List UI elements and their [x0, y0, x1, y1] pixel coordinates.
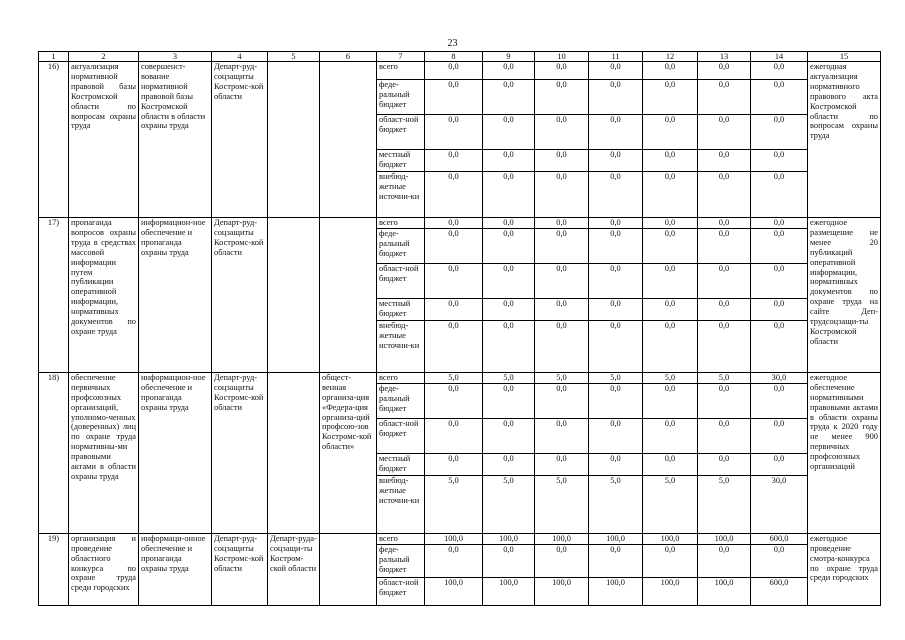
funding-value: 0,0	[751, 150, 808, 172]
column-number: 7	[377, 52, 425, 62]
funding-value: 0,0	[425, 115, 483, 150]
funding-value: 0,0	[483, 263, 535, 298]
funding-value: 0,0	[698, 298, 751, 320]
funding-value: 5,0	[698, 475, 751, 533]
funding-value: 100,0	[535, 533, 589, 544]
funding-value: 0,0	[589, 228, 643, 263]
funding-row	[39, 62, 881, 80]
measure-name: организация и проведение областного конкурса по охране труда среди городских	[69, 533, 139, 605]
funding-value: 0,0	[698, 62, 751, 80]
measure-name: актуализация нормативной правовой базы Костромской области по вопросам охраны труда	[69, 62, 139, 218]
funding-value: 0,0	[535, 115, 589, 150]
funding-value: 0,0	[483, 453, 535, 475]
funding-source: област-ной бюджет	[377, 115, 425, 150]
measure-content: совершенст-вование нормативной правовой базы Костромской области в области охраны труда	[139, 62, 212, 218]
measure-content: информаци-онное обеспечение и пропаганда охраны труда	[139, 533, 212, 605]
column-number: 11	[589, 52, 643, 62]
funding-source: всего	[377, 533, 425, 544]
funding-value: 5,0	[589, 372, 643, 383]
funding-value: 0,0	[425, 383, 483, 418]
funding-source: област-ной бюджет	[377, 418, 425, 453]
funding-value: 0,0	[589, 80, 643, 115]
funding-value: 0,0	[589, 62, 643, 80]
funding-value: 0,0	[698, 418, 751, 453]
funding-value: 0,0	[751, 62, 808, 80]
funding-value: 0,0	[751, 115, 808, 150]
measure-number: 19)	[39, 533, 69, 605]
funding-value: 0,0	[535, 544, 589, 577]
column-number: 8	[425, 52, 483, 62]
funding-value: 5,0	[425, 475, 483, 533]
funding-value: 0,0	[698, 263, 751, 298]
funding-value: 0,0	[643, 320, 698, 372]
funding-source: внебюд-жетные источни-ки	[377, 172, 425, 218]
measure-participant: общест-венная организа-ция «Федера-ция организа-ций профсою-зов Костромс-кой области»	[320, 372, 377, 533]
funding-value: 0,0	[535, 453, 589, 475]
funding-value: 0,0	[425, 80, 483, 115]
funding-value: 0,0	[535, 172, 589, 218]
funding-value: 0,0	[425, 62, 483, 80]
funding-value: 5,0	[483, 475, 535, 533]
funding-value: 0,0	[483, 298, 535, 320]
funding-value: 100,0	[535, 577, 589, 605]
measure-result: ежегодное размещение не менее 20 публикаций оперативной информации, нормативных документов по охране труда на сайте Деп-трудсоцзащи-ты Костромской области	[808, 218, 881, 373]
funding-row	[39, 533, 881, 544]
funding-value: 100,0	[643, 533, 698, 544]
funding-value: 0,0	[698, 453, 751, 475]
funding-source: област-ной бюджет	[377, 577, 425, 605]
funding-value: 0,0	[535, 383, 589, 418]
funding-source: всего	[377, 62, 425, 80]
funding-source: феде-ральный бюджет	[377, 544, 425, 577]
funding-value: 5,0	[589, 475, 643, 533]
funding-value: 0,0	[483, 115, 535, 150]
funding-source: феде-ральный бюджет	[377, 228, 425, 263]
funding-source: местный бюджет	[377, 150, 425, 172]
funding-value: 0,0	[698, 115, 751, 150]
funding-row	[39, 218, 881, 229]
funding-value: 0,0	[535, 228, 589, 263]
funding-value: 100,0	[483, 533, 535, 544]
column-number: 6	[320, 52, 377, 62]
column-number: 1	[39, 52, 69, 62]
funding-value: 0,0	[698, 320, 751, 372]
measure-coexecutor	[268, 372, 320, 533]
funding-value: 0,0	[589, 150, 643, 172]
funding-value: 5,0	[483, 372, 535, 383]
funding-value: 0,0	[698, 218, 751, 229]
funding-value: 0,0	[483, 320, 535, 372]
funding-value: 0,0	[751, 453, 808, 475]
funding-value: 100,0	[425, 577, 483, 605]
column-number: 5	[268, 52, 320, 62]
funding-value: 0,0	[698, 80, 751, 115]
measure-result: ежегодное обеспечение нормативными правовыми актами в области охраны труда к 2020 году не менее 900 первичных профсоюзных организаций	[808, 372, 881, 533]
measure-content: информацион-ное обеспечение и пропаганда охраны труда	[139, 372, 212, 533]
funding-value: 0,0	[643, 218, 698, 229]
funding-value: 0,0	[751, 418, 808, 453]
funding-value: 0,0	[698, 150, 751, 172]
funding-value: 0,0	[751, 172, 808, 218]
measure-executor: Департ-руд-соцзащиты Костромс-кой области	[212, 218, 268, 373]
funding-value: 0,0	[643, 453, 698, 475]
funding-source: внебюд-жетные источни-ки	[377, 475, 425, 533]
column-number: 4	[212, 52, 268, 62]
funding-value: 0,0	[643, 383, 698, 418]
funding-value: 0,0	[589, 172, 643, 218]
funding-value: 0,0	[751, 228, 808, 263]
funding-value: 5,0	[535, 372, 589, 383]
funding-value: 0,0	[589, 218, 643, 229]
measure-number: 16)	[39, 62, 69, 218]
funding-value: 0,0	[751, 298, 808, 320]
funding-value: 0,0	[425, 298, 483, 320]
funding-value: 0,0	[751, 80, 808, 115]
column-number: 14	[751, 52, 808, 62]
column-number: 15	[808, 52, 881, 62]
funding-value: 0,0	[483, 383, 535, 418]
funding-value: 0,0	[589, 418, 643, 453]
funding-value: 30,0	[751, 475, 808, 533]
funding-value: 0,0	[425, 218, 483, 229]
funding-value: 0,0	[425, 453, 483, 475]
funding-source: всего	[377, 372, 425, 383]
column-number-row	[39, 52, 881, 62]
funding-value: 0,0	[483, 172, 535, 218]
funding-value: 0,0	[589, 115, 643, 150]
funding-source: феде-ральный бюджет	[377, 383, 425, 418]
funding-value: 0,0	[751, 383, 808, 418]
funding-value: 0,0	[425, 172, 483, 218]
funding-value: 0,0	[589, 383, 643, 418]
funding-value: 0,0	[535, 298, 589, 320]
funding-value: 0,0	[751, 320, 808, 372]
column-number: 2	[69, 52, 139, 62]
funding-source: всего	[377, 218, 425, 229]
funding-row	[39, 372, 881, 383]
funding-value: 0,0	[425, 263, 483, 298]
funding-value: 0,0	[425, 150, 483, 172]
measure-name: обеспечение первичных профсоюзных организаций, уполномо-ченных (доверенных) лиц по охране труда нормативны-ми правовыми актами в области охраны труда	[69, 372, 139, 533]
measure-executor: Департ-руд-соцзащиты Костромс-кой области	[212, 533, 268, 605]
funding-value: 0,0	[425, 544, 483, 577]
column-number: 12	[643, 52, 698, 62]
funding-source: област-ной бюджет	[377, 263, 425, 298]
funding-value: 0,0	[483, 228, 535, 263]
measure-number: 17)	[39, 218, 69, 373]
funding-value: 100,0	[698, 577, 751, 605]
measure-participant	[320, 533, 377, 605]
funding-value: 5,0	[698, 372, 751, 383]
funding-value: 0,0	[751, 263, 808, 298]
funding-value: 0,0	[425, 320, 483, 372]
funding-value: 0,0	[643, 298, 698, 320]
funding-source: местный бюджет	[377, 453, 425, 475]
funding-value: 5,0	[643, 475, 698, 533]
funding-value: 0,0	[483, 218, 535, 229]
funding-value: 0,0	[698, 383, 751, 418]
funding-value: 5,0	[535, 475, 589, 533]
funding-value: 0,0	[589, 544, 643, 577]
funding-value: 600,0	[751, 533, 808, 544]
funding-value: 0,0	[698, 544, 751, 577]
funding-value: 600,0	[751, 577, 808, 605]
funding-value: 0,0	[589, 453, 643, 475]
funding-source: феде-ральный бюджет	[377, 80, 425, 115]
column-number: 13	[698, 52, 751, 62]
program-table	[38, 51, 881, 606]
funding-value: 0,0	[643, 172, 698, 218]
funding-value: 0,0	[589, 320, 643, 372]
funding-value: 0,0	[643, 115, 698, 150]
column-number: 9	[483, 52, 535, 62]
funding-value: 30,0	[751, 372, 808, 383]
funding-value: 0,0	[698, 228, 751, 263]
funding-value: 0,0	[535, 263, 589, 298]
funding-value: 0,0	[425, 418, 483, 453]
funding-value: 0,0	[483, 418, 535, 453]
measure-coexecutor: Департ-руда-соцзащи-ты Костром-ской области	[268, 533, 320, 605]
funding-value: 5,0	[425, 372, 483, 383]
funding-value: 0,0	[535, 80, 589, 115]
funding-value: 0,0	[535, 418, 589, 453]
funding-source: внебюд-жетные источни-ки	[377, 320, 425, 372]
column-number: 10	[535, 52, 589, 62]
funding-value: 0,0	[589, 263, 643, 298]
measure-coexecutor	[268, 218, 320, 373]
funding-value: 0,0	[751, 218, 808, 229]
funding-value: 0,0	[425, 228, 483, 263]
measure-executor: Департ-руд-соцзащиты Костромс-кой области	[212, 372, 268, 533]
measure-number: 18)	[39, 372, 69, 533]
funding-value: 0,0	[698, 172, 751, 218]
measure-executor: Департ-руд-соцзащиты Костромс-кой области	[212, 62, 268, 218]
funding-value: 0,0	[643, 80, 698, 115]
funding-value: 100,0	[589, 533, 643, 544]
funding-value: 0,0	[643, 150, 698, 172]
measure-content: информацион-ное обеспечение и пропаганда охраны труда	[139, 218, 212, 373]
funding-value: 0,0	[535, 218, 589, 229]
funding-value: 0,0	[535, 62, 589, 80]
funding-value: 0,0	[751, 544, 808, 577]
funding-value: 100,0	[643, 577, 698, 605]
funding-value: 0,0	[483, 150, 535, 172]
funding-value: 0,0	[643, 544, 698, 577]
measure-participant	[320, 218, 377, 373]
page-number: 23	[447, 38, 458, 49]
measure-participant	[320, 62, 377, 218]
funding-value: 0,0	[643, 228, 698, 263]
funding-value: 0,0	[643, 418, 698, 453]
funding-value: 0,0	[483, 62, 535, 80]
measure-result: ежегодная актуализация нормативного правового акта Костромской области по вопросам охраны труда	[808, 62, 881, 218]
measure-coexecutor	[268, 62, 320, 218]
funding-value: 100,0	[425, 533, 483, 544]
funding-value: 0,0	[643, 62, 698, 80]
funding-value: 5,0	[643, 372, 698, 383]
funding-value: 100,0	[589, 577, 643, 605]
funding-value: 0,0	[483, 544, 535, 577]
funding-source: местный бюджет	[377, 298, 425, 320]
measure-name: пропаганда вопросов охраны труда в средствах массовой информации путем публикации оперативной информации, нормативных документов по охране труда	[69, 218, 139, 373]
column-number: 3	[139, 52, 212, 62]
funding-value: 0,0	[589, 298, 643, 320]
funding-value: 100,0	[483, 577, 535, 605]
measure-result: ежегодное проведение смотра-конкурса по охране труда среди городских	[808, 533, 881, 605]
funding-value: 0,0	[643, 263, 698, 298]
funding-value: 0,0	[483, 80, 535, 115]
funding-value: 0,0	[535, 320, 589, 372]
funding-value: 100,0	[698, 533, 751, 544]
funding-value: 0,0	[535, 150, 589, 172]
